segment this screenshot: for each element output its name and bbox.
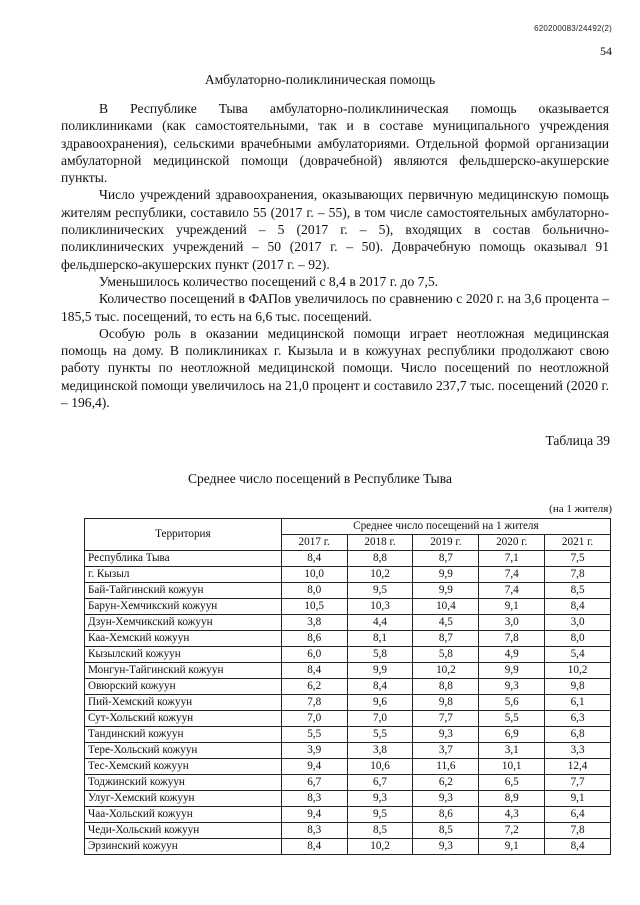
value-cell: 6,1 — [545, 695, 611, 711]
value-cell: 9,9 — [413, 583, 479, 599]
table-label: Таблица 39 — [545, 433, 610, 448]
value-cell: 9,5 — [347, 583, 413, 599]
value-cell: 9,4 — [281, 759, 347, 775]
value-cell: 3,3 — [545, 743, 611, 759]
value-cell: 7,5 — [545, 551, 611, 567]
table-header-row — [85, 519, 611, 535]
value-cell: 9,3 — [413, 727, 479, 743]
value-cell: 9,8 — [545, 679, 611, 695]
value-cell: 10,2 — [545, 663, 611, 679]
header-year: 2017 г. — [281, 535, 347, 551]
value-cell: 3,7 — [413, 743, 479, 759]
header-year: 2018 г. — [347, 535, 413, 551]
paragraph-1: В Республике Тыва амбулаторно-поликлиническая помощь оказывается поликлиниками (как самостоятельными, так и в составе муниципального учреждения здравоохранения), сельскими врачебными амбулаториями. Отдельной формой организации амбулаторной медицинской помощи (доврачебной) являются фельдшерско-акушерские пункты. — [61, 101, 609, 186]
value-cell: 9,3 — [479, 679, 545, 695]
value-cell: 9,9 — [413, 567, 479, 583]
value-cell: 8,4 — [281, 839, 347, 855]
table-unit-note: (на 1 жителя) — [549, 503, 612, 515]
value-cell: 4,3 — [479, 807, 545, 823]
value-cell: 7,7 — [413, 711, 479, 727]
value-cell: 8,0 — [545, 631, 611, 647]
value-cell: 7,2 — [479, 823, 545, 839]
value-cell: 6,9 — [479, 727, 545, 743]
territory-cell: Пий-Хемский кожуун — [85, 695, 282, 711]
territory-cell: Кызылский кожуун — [85, 647, 282, 663]
paragraph-4: Количество посещений в ФАПов увеличилось по сравнению с 2020 г. на 3,6 процента – 185,5 тыс. посещений, то есть на 6,6 тыс. посещений. — [61, 291, 609, 324]
table-row — [85, 791, 611, 807]
value-cell: 8,5 — [413, 823, 479, 839]
value-cell: 8,3 — [281, 823, 347, 839]
table-row — [85, 647, 611, 663]
page-number: 54 — [600, 44, 612, 58]
visits-table — [84, 518, 611, 855]
table-row — [85, 711, 611, 727]
value-cell: 9,1 — [545, 791, 611, 807]
header-group: Среднее число посещений на 1 жителя — [281, 519, 610, 535]
territory-cell: Монгун-Тайгинский кожуун — [85, 663, 282, 679]
value-cell: 6,2 — [281, 679, 347, 695]
value-cell: 10,2 — [347, 567, 413, 583]
section-title: Амбулаторно-поликлиническая помощь — [204, 72, 436, 87]
territory-cell: Чеди-Хольский кожуун — [85, 823, 282, 839]
value-cell: 12,4 — [545, 759, 611, 775]
value-cell: 8,4 — [545, 839, 611, 855]
value-cell: 6,7 — [281, 775, 347, 791]
value-cell: 8,6 — [281, 631, 347, 647]
value-cell: 8,7 — [413, 551, 479, 567]
territory-cell: Бай-Тайгинский кожуун — [85, 583, 282, 599]
table-row — [85, 743, 611, 759]
value-cell: 7,0 — [281, 711, 347, 727]
value-cell: 8,8 — [413, 679, 479, 695]
territory-cell: г. Кызыл — [85, 567, 282, 583]
value-cell: 3,9 — [281, 743, 347, 759]
table-row — [85, 807, 611, 823]
value-cell: 10,0 — [281, 567, 347, 583]
value-cell: 10,6 — [347, 759, 413, 775]
table-title: Среднее число посещений в Республике Тыва — [188, 471, 452, 486]
table-row — [85, 759, 611, 775]
value-cell: 7,8 — [479, 631, 545, 647]
value-cell: 9,8 — [413, 695, 479, 711]
value-cell: 4,5 — [413, 615, 479, 631]
table-row — [85, 583, 611, 599]
value-cell: 8,4 — [281, 551, 347, 567]
paragraph-3: Уменьшилось количество посещений с 8,4 в 2017 г. до 7,5. — [99, 273, 439, 289]
table-row — [85, 551, 611, 567]
table-row — [85, 631, 611, 647]
value-cell: 8,5 — [545, 583, 611, 599]
value-cell: 8,7 — [413, 631, 479, 647]
territory-cell: Республика Тыва — [85, 551, 282, 567]
value-cell: 10,4 — [413, 599, 479, 615]
table-row — [85, 615, 611, 631]
value-cell: 3,0 — [479, 615, 545, 631]
value-cell: 7,8 — [281, 695, 347, 711]
territory-cell: Каа-Хемский кожуун — [85, 631, 282, 647]
header-year: 2020 г. — [479, 535, 545, 551]
value-cell: 10,1 — [479, 759, 545, 775]
table-row — [85, 727, 611, 743]
body-text — [61, 100, 609, 411]
value-cell: 8,4 — [347, 679, 413, 695]
value-cell: 5,6 — [479, 695, 545, 711]
value-cell: 9,3 — [413, 791, 479, 807]
value-cell: 5,5 — [479, 711, 545, 727]
header-territory: Территория — [85, 519, 282, 551]
table-row — [85, 695, 611, 711]
territory-cell: Тере-Хольский кожуун — [85, 743, 282, 759]
value-cell: 4,4 — [347, 615, 413, 631]
value-cell: 6,3 — [545, 711, 611, 727]
value-cell: 9,9 — [479, 663, 545, 679]
value-cell: 6,0 — [281, 647, 347, 663]
value-cell: 8,4 — [281, 663, 347, 679]
value-cell: 8,5 — [347, 823, 413, 839]
table-row — [85, 599, 611, 615]
value-cell: 5,4 — [545, 647, 611, 663]
value-cell: 8,3 — [281, 791, 347, 807]
value-cell: 3,8 — [347, 743, 413, 759]
value-cell: 7,4 — [479, 567, 545, 583]
value-cell: 9,9 — [347, 663, 413, 679]
value-cell: 7,8 — [545, 567, 611, 583]
header-year: 2021 г. — [545, 535, 611, 551]
value-cell: 3,0 — [545, 615, 611, 631]
table-row — [85, 679, 611, 695]
table-row — [85, 663, 611, 679]
value-cell: 10,5 — [281, 599, 347, 615]
value-cell: 9,5 — [347, 807, 413, 823]
value-cell: 5,8 — [347, 647, 413, 663]
territory-cell: Эрзинский кожуун — [85, 839, 282, 855]
value-cell: 7,7 — [545, 775, 611, 791]
table-row — [85, 839, 611, 855]
value-cell: 8,0 — [281, 583, 347, 599]
territory-cell: Овюрский кожуун — [85, 679, 282, 695]
value-cell: 6,7 — [347, 775, 413, 791]
value-cell: 6,2 — [413, 775, 479, 791]
value-cell: 3,8 — [281, 615, 347, 631]
value-cell: 5,5 — [347, 727, 413, 743]
value-cell: 7,4 — [479, 583, 545, 599]
territory-cell: Улуг-Хемский кожуун — [85, 791, 282, 807]
table-row — [85, 775, 611, 791]
value-cell: 10,3 — [347, 599, 413, 615]
value-cell: 8,9 — [479, 791, 545, 807]
value-cell: 7,1 — [479, 551, 545, 567]
territory-cell: Чаа-Хольский кожуун — [85, 807, 282, 823]
value-cell: 8,6 — [413, 807, 479, 823]
value-cell: 5,8 — [413, 647, 479, 663]
value-cell: 3,1 — [479, 743, 545, 759]
table-row — [85, 823, 611, 839]
value-cell: 9,4 — [281, 807, 347, 823]
value-cell: 10,2 — [413, 663, 479, 679]
value-cell: 9,1 — [479, 599, 545, 615]
territory-cell: Сут-Хольский кожуун — [85, 711, 282, 727]
territory-cell: Барун-Хемчикский кожуун — [85, 599, 282, 615]
value-cell: 4,9 — [479, 647, 545, 663]
header-year: 2019 г. — [413, 535, 479, 551]
value-cell: 9,3 — [347, 791, 413, 807]
territory-cell: Дзун-Хемчикский кожуун — [85, 615, 282, 631]
territory-cell: Тес-Хемский кожуун — [85, 759, 282, 775]
table-row — [85, 567, 611, 583]
paragraph-2: Число учреждений здравоохранения, оказывающих первичную медицинскую помощь жителям республики, составило 55 (2017 г. – 55), в том числе самостоятельных амбулаторно-поликлинических учреждений – 5 (2017 г. – 5), входящих в состав больнично-поликлинических учреждений – 50 (2017 г. – 50). Доврачебную помощь оказывал 91 фельдшерско-акушерских пункт (2017 г. – 92). — [61, 187, 609, 272]
territory-cell: Тандинский кожуун — [85, 727, 282, 743]
value-cell: 9,3 — [413, 839, 479, 855]
value-cell: 11,6 — [413, 759, 479, 775]
document-id: 620200083/24492(2) — [534, 24, 612, 33]
value-cell: 6,4 — [545, 807, 611, 823]
table-body — [85, 551, 611, 855]
paragraph-5: Особую роль в оказании медицинской помощи играет неотложная медицинская помощь на дому. В поликлиниках г. Кызыла и в кожуунах республики продолжают свою работу пункты по неотложной медицинской помощи. Число посещений по неотложной медицинской помощи увеличилось на 21,0 процент и составило 237,7 тыс. посещений (2020 г. – 196,4). — [61, 325, 609, 411]
value-cell: 8,4 — [545, 599, 611, 615]
value-cell: 5,5 — [281, 727, 347, 743]
value-cell: 6,5 — [479, 775, 545, 791]
value-cell: 8,1 — [347, 631, 413, 647]
territory-cell: Тоджинский кожуун — [85, 775, 282, 791]
value-cell: 7,8 — [545, 823, 611, 839]
value-cell: 8,8 — [347, 551, 413, 567]
value-cell: 6,8 — [545, 727, 611, 743]
value-cell: 10,2 — [347, 839, 413, 855]
value-cell: 9,6 — [347, 695, 413, 711]
value-cell: 7,0 — [347, 711, 413, 727]
value-cell: 9,1 — [479, 839, 545, 855]
